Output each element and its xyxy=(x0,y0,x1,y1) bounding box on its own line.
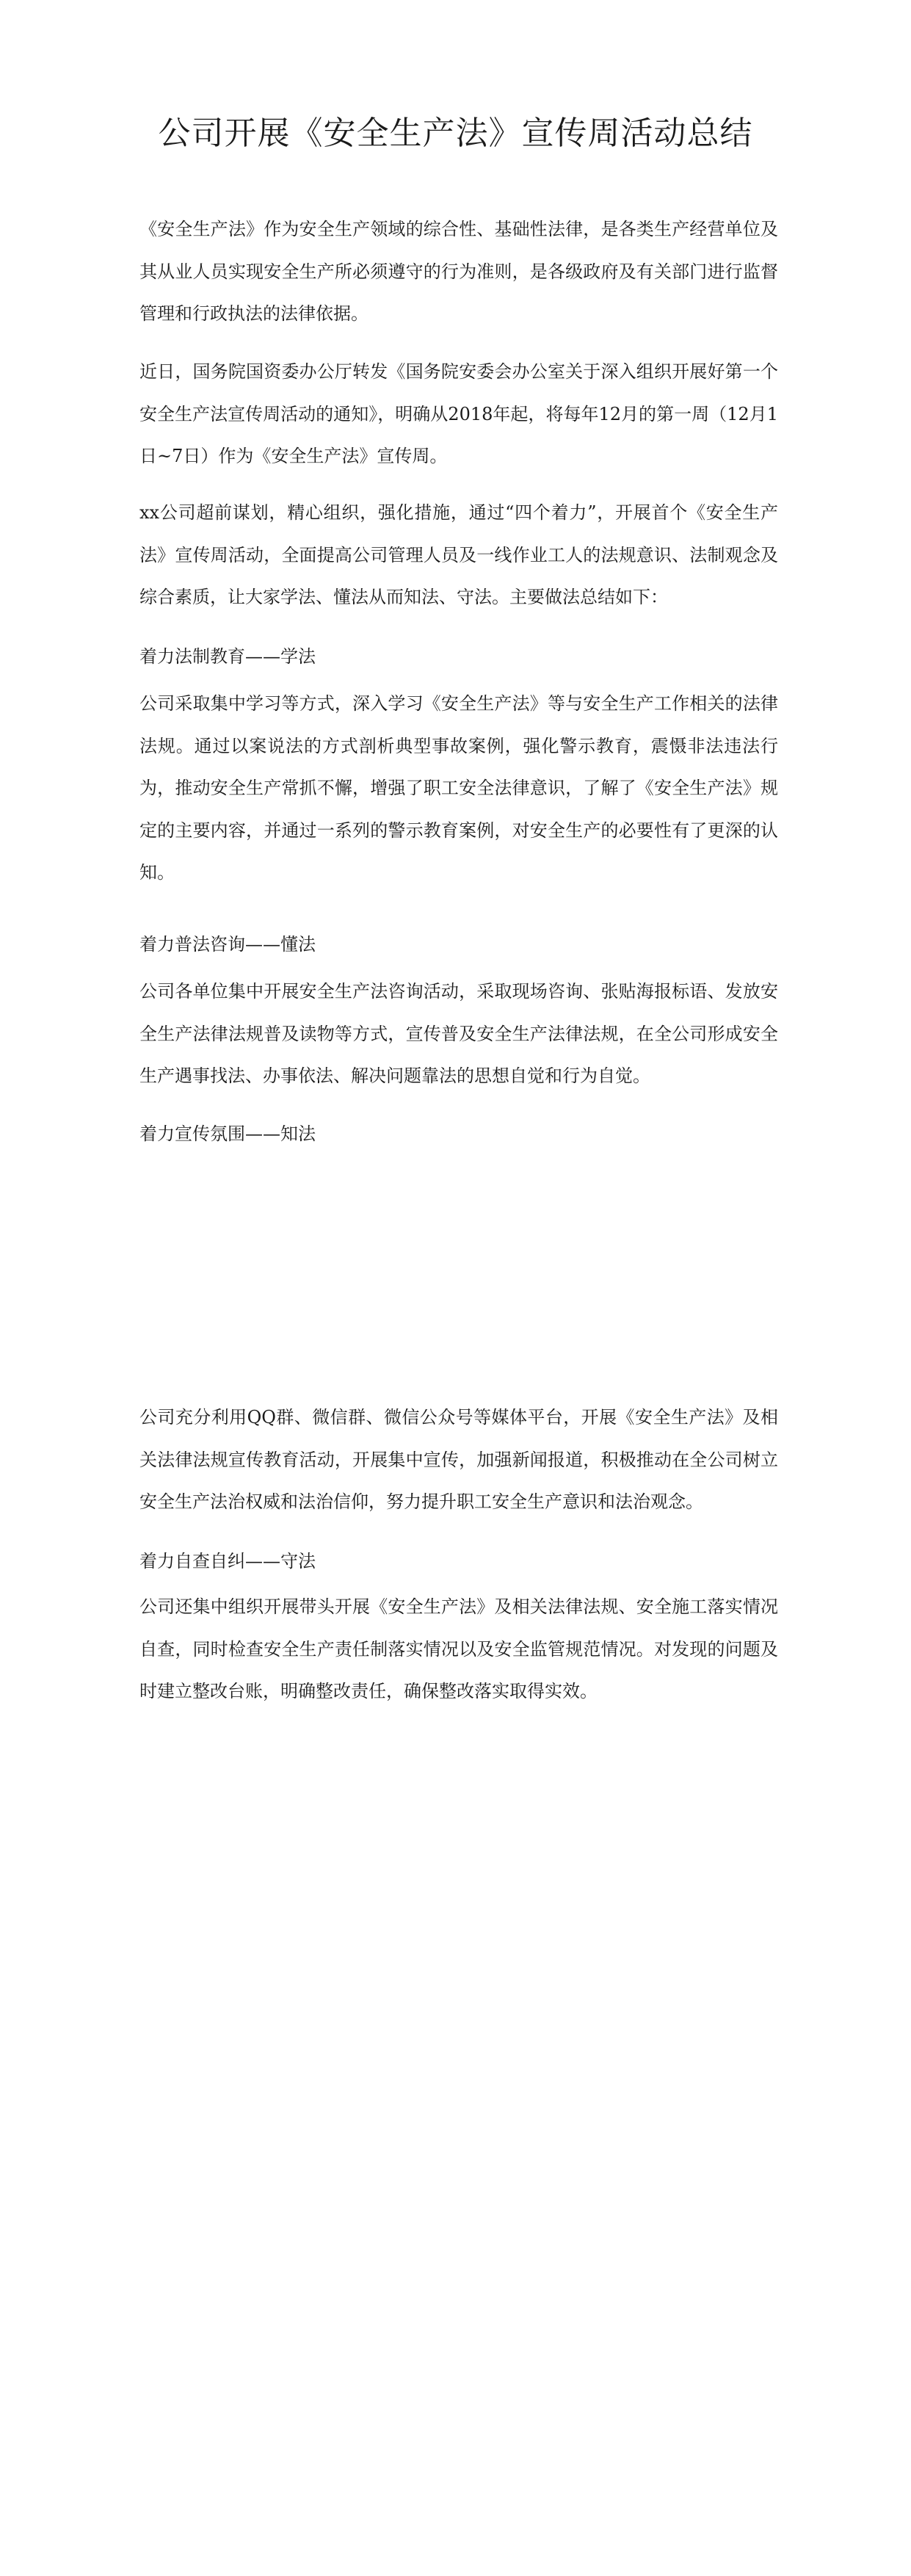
paragraph-know: 公司充分利用QQ群、微信群、微信公众号等媒体平台，开展《安全生产法》及相关法律法规宣传教育活动，开展集中宣传，加强新闻报道，积极推动在全公司树立安全生产法治权威和法治信仰，努力提升职工安全生产意识和法治观念。 xyxy=(139,1407,778,1512)
paragraph-learn: 公司采取集中学习等方式，深入学习《安全生产法》等与安全生产工作相关的法律法规。通过以案说法的方式剖析典型事故案例，强化警示教育，震慑非法违法行为，推动安全生产常抓不懈，增强了职工安全法律意识，了解了《安全生产法》规定的主要内容，并通过一系列的警示教育案例，对安全生产的必要性有了更深的认知。 xyxy=(139,693,778,883)
section-heading-understand: 着力普法咨询——懂法 xyxy=(139,934,316,955)
paragraph-understand: 公司各单位集中开展安全生产法咨询活动，采取现场咨询、张贴海报标语、发放安全生产法律法规普及读物等方式，宣传普及安全生产法律法规，在全公司形成安全生产遇事找法、办事依法、解决问题靠法的思想自觉和行为自觉。 xyxy=(139,981,778,1086)
paragraph-intro: 《安全生产法》作为安全生产领域的综合性、基础性法律，是各类生产经营单位及其从业人员实现安全生产所必须遵守的行为准则，是各级政府及有关部门进行监督管理和行政执法的法律依据。 xyxy=(139,219,778,324)
document-title: 公司开展《安全生产法》宣传周活动总结 xyxy=(158,115,753,152)
section-heading-know: 着力宣传氛围——知法 xyxy=(139,1124,316,1144)
paragraph-notice: 近日，国务院国资委办公厅转发《国务院安委会办公室关于深入组织开展好第一个安全生产法宣传周活动的通知》，明确从2018年起，将每年12月的第一周（12月1日~7日）作为《安全生产法》宣传周。 xyxy=(139,361,778,466)
section-heading-learn: 着力法制教育——学法 xyxy=(139,646,316,667)
section-heading-abide: 着力自查自纠——守法 xyxy=(139,1551,316,1571)
paragraph-overview: xx公司超前谋划，精心组织，强化措施，通过“四个着力”，开展首个《安全生产法》宣传周活动，全面提高公司管理人员及一线作业工人的法规意识、法制观念及综合素质，让大家学法、懂法从而知法、守法。主要做法总结如下： xyxy=(139,502,778,607)
paragraph-abide: 公司还集中组织开展带头开展《安全生产法》及相关法律法规、安全施工落实情况自查，同时检查安全生产责任制落实情况以及安全监管规范情况。对发现的问题及时建立整改台账，明确整改责任，确保整改落实取得实效。 xyxy=(139,1596,778,1701)
